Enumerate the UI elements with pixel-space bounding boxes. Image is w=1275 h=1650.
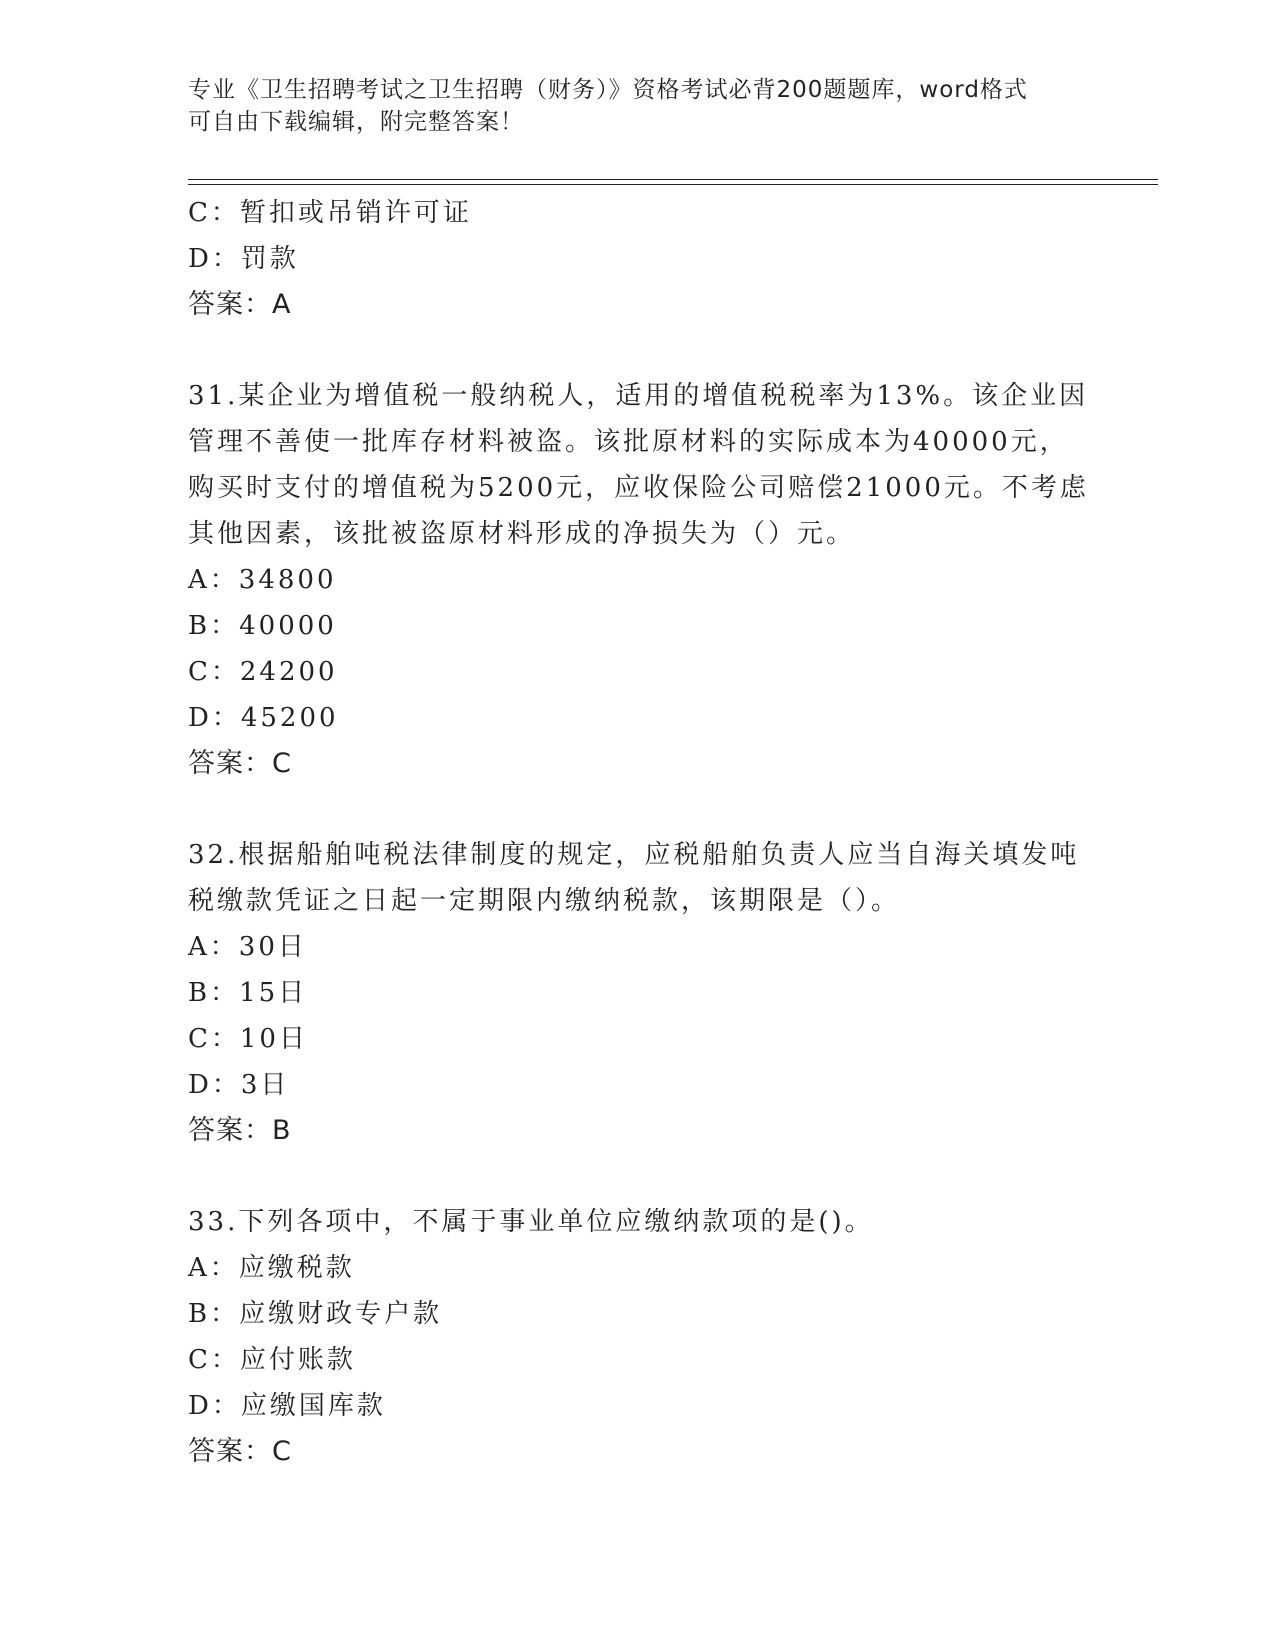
question-stem-line: 其他因素，该批被盗原材料形成的净损失为（）元。 — [188, 519, 856, 549]
question-stem-line: 33.下列各项中，不属于事业单位应缴纳款项的是()。 — [188, 1207, 874, 1237]
option-c: C：应付账款 — [188, 1345, 356, 1375]
option-c: C：24200 — [188, 657, 338, 687]
header-rule-bottom — [188, 184, 1158, 185]
option-b: B：40000 — [188, 611, 337, 641]
question-stem-line: 31.某企业为增值税一般纳税人，适用的增值税税率为13%。该企业因 — [188, 381, 1089, 411]
question-32 — [188, 832, 1088, 1154]
option-d: D：3日 — [188, 1070, 290, 1100]
option-d: D：应缴国库款 — [188, 1391, 386, 1421]
option-a: A：应缴税款 — [188, 1253, 355, 1283]
header-line-1: 专业《卫生招聘考试之卫生招聘（财务）》资格考试必背200题题库，word格式 — [188, 77, 1028, 103]
question-33 — [188, 1199, 1088, 1475]
spacer — [188, 328, 1088, 373]
spacer — [188, 1154, 1088, 1199]
question-stem-line: 32.根据船舶吨税法律制度的规定，应税船舶负责人应当自海关填发吨 — [188, 840, 1080, 870]
answer-line: 答案：C — [188, 1436, 292, 1467]
answer-line: 答案：B — [188, 1115, 292, 1146]
question-stem-line: 购买时支付的增值税为5200元，应收保险公司赔偿21000元。不考虑 — [188, 473, 1089, 503]
option-a: A：34800 — [188, 565, 337, 595]
question-content — [188, 190, 1088, 1475]
question-stem-line: 税缴款凭证之日起一定期限内缴纳税款，该期限是（）。 — [188, 886, 901, 916]
option-d: D：罚款 — [188, 244, 299, 274]
option-c: C：暂扣或吊销许可证 — [188, 198, 472, 228]
option-b: B：15日 — [188, 978, 308, 1008]
question-31 — [188, 373, 1088, 787]
header-line-2: 可自由下载编辑，附完整答案！ — [188, 109, 524, 135]
question-stem-line: 管理不善使一批库存材料被盗。该批原材料的实际成本为40000元， — [188, 427, 1069, 457]
header-rule-top — [188, 179, 1158, 180]
option-d: D：45200 — [188, 703, 339, 733]
option-c: C：10日 — [188, 1024, 308, 1054]
prev-question-block — [188, 190, 1088, 328]
document-header — [188, 74, 1088, 138]
option-a: A：30日 — [188, 932, 307, 962]
answer-line: 答案：A — [188, 289, 292, 320]
option-b: B：应缴财政专户款 — [188, 1299, 443, 1329]
spacer — [188, 787, 1088, 832]
answer-line: 答案：C — [188, 748, 292, 779]
